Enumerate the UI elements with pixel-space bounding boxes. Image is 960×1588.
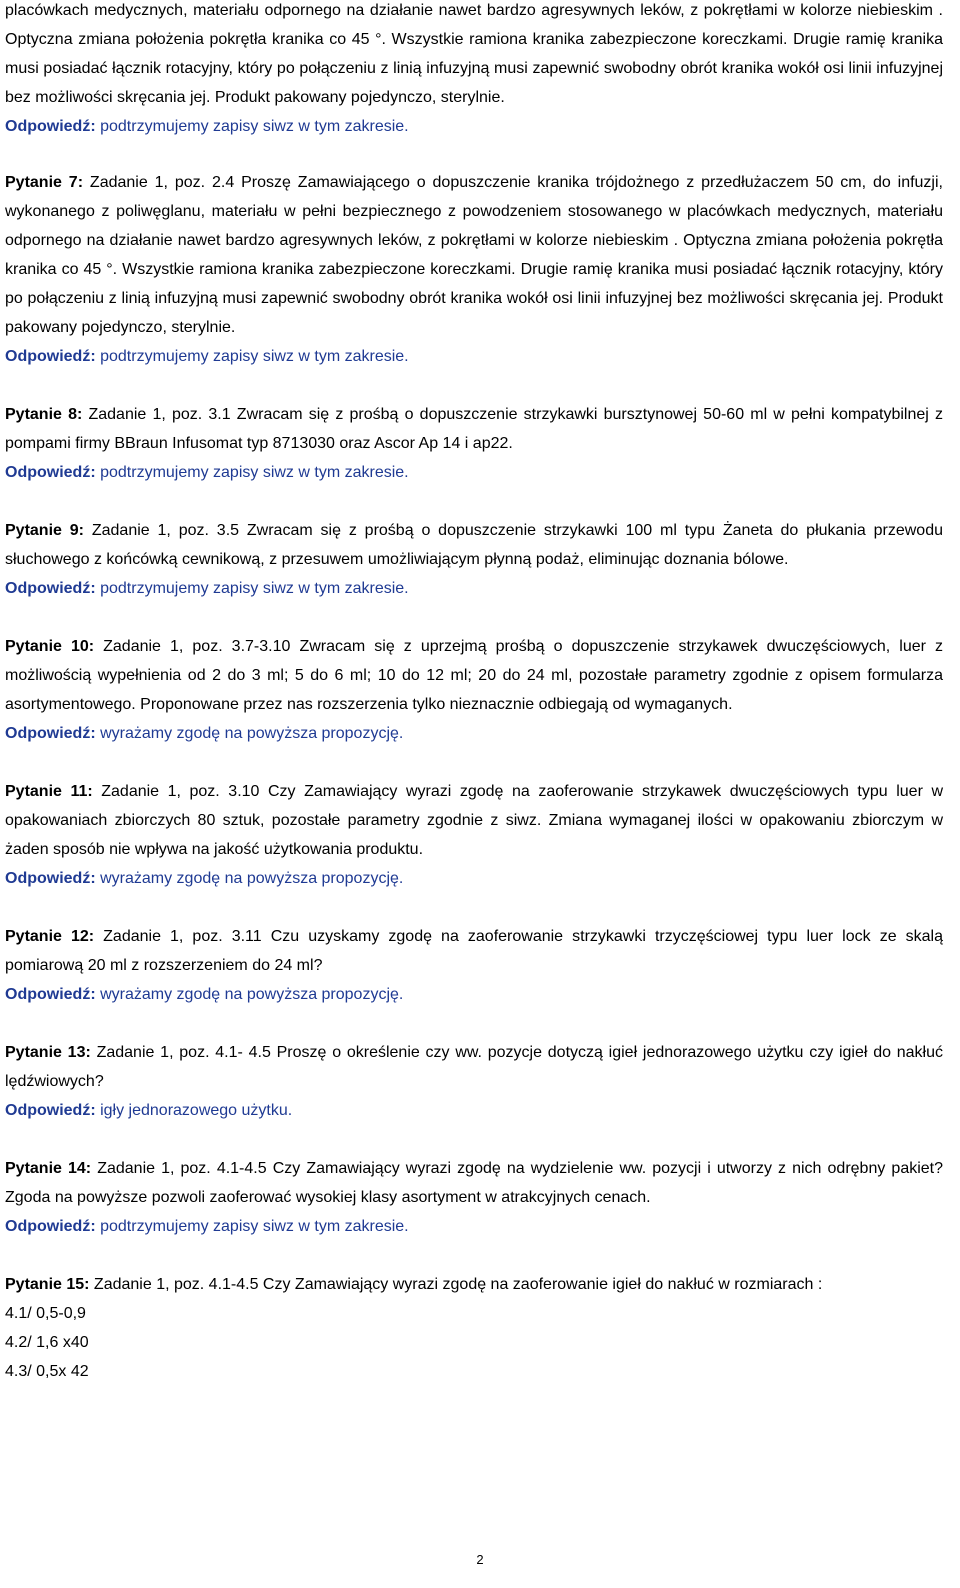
answer-label: Odpowiedź: [5, 464, 96, 481]
answer-text: podtrzymujemy zapisy siwz w tym zakresie. [95, 580, 409, 597]
question-block-7 [5, 168, 943, 371]
question-block-12 [5, 922, 943, 1009]
answer-text: wyrażamy zgodę na powyższa propozycję. [95, 986, 404, 1003]
answer-text: podtrzymujemy zapisy siwz w tym zakresie. [95, 464, 409, 481]
question-label: Pytanie 14: [5, 1160, 92, 1177]
question-text [5, 1038, 943, 1096]
questions-section [5, 168, 943, 1386]
size-list-item: 4.3/ 0,5x 42 [5, 1363, 89, 1380]
answer-label: Odpowiedź: [5, 725, 96, 742]
answer-text: wyrażamy zgodę na powyższa propozycję. [95, 725, 404, 742]
question-text [5, 777, 943, 864]
question-body: Zadanie 1, poz. 3.7-3.10 Zwracam się z uprzejmą prośbą o dopuszczenie strzykawek dwuczęściowych, luer z możliwością wypełnienia od 2 do 3 ml; 5 do 6 ml; 10 do 12 ml; 20 do 24 ml, pozostałe parametry zgodnie z opisem formularza asortymentowego. Proponowane przez nas rozszerzenia tylko nieznacznie odbiegają od wymaganych. [5, 638, 944, 713]
question-answer [5, 719, 943, 748]
question-block-13 [5, 1038, 943, 1125]
answer-label: Odpowiedź: [5, 1102, 96, 1119]
intro-section [5, 0, 943, 141]
question-answer [5, 342, 943, 371]
answer-text: igły jednorazowego użytku. [95, 1102, 293, 1119]
question-text [5, 516, 943, 574]
intro-paragraph: placówkach medycznych, materiału odpornego na działanie nawet bardzo agresywnych leków, z pokrętłami w kolorze niebieskim . Optyczna zmiana położenia pokrętła kranika co 45 °. Wszystkie ramiona kranika zabezpieczone koreczkami. Drugie ramię kranika musi posiadać łącznik rotacyjny, który po połączeniu z linią infuzyjną musi zapewnić swobodny obrót kranika wokół osi linii infuzyjnej bez możliwości skręcania jej. Produkt pakowany pojedynczo, sterylnie. [5, 2, 943, 106]
question-block-11 [5, 777, 943, 893]
question-label: Pytanie 11: [5, 783, 93, 800]
question-body: Zadanie 1, poz. 3.5 Zwracam się z prośbą o dopuszczenie strzykawki 100 ml typu Żaneta do płukania przewodu słuchowego z końcówką cewnikową, z przesuwem umożliwiającym płynną podaż, eliminując doznania bólowe. [5, 522, 944, 568]
question-text [5, 400, 943, 458]
answer-text: podtrzymujemy zapisy siwz w tym zakresie. [95, 348, 409, 365]
question-text [5, 1154, 943, 1212]
question-answer [5, 864, 943, 893]
intro-answer [5, 112, 943, 141]
question-label: Pytanie 7: [5, 174, 84, 191]
question-label: Pytanie 8: [5, 406, 83, 423]
question-text [5, 1270, 943, 1299]
answer-label: Odpowiedź: [5, 1218, 96, 1235]
question-text [5, 168, 943, 342]
question-answer [5, 980, 943, 1009]
question-label: Pytanie 15: [5, 1276, 90, 1293]
question-body: Zadanie 1, poz. 4.1- 4.5 Proszę o określenie czy ww. pozycje dotyczą igieł jednorazowego użytku czy igieł do nakłuć lędźwiowych? [5, 1044, 943, 1090]
question-label: Pytanie 10: [5, 638, 95, 655]
question-answer [5, 574, 943, 603]
answer-text: podtrzymujemy zapisy siwz w tym zakresie. [95, 118, 409, 135]
question-block-10 [5, 632, 943, 748]
question-body: Zadanie 1, poz. 4.1-4.5 Czy Zamawiający wyrazi zgodę na zaoferowanie igieł do nakłuć w rozmiarach : [89, 1276, 823, 1293]
question-label: Pytanie 13: [5, 1044, 91, 1061]
question-answer [5, 1096, 943, 1125]
page-number: 2 [476, 1552, 484, 1567]
question-body: Zadanie 1, poz. 2.4 Proszę Zamawiającego o dopuszczenie kranika trójdożnego z przedłużaczem 50 cm, do infuzji, wykonanego z poliwęglanu, materiału w pełni bezpiecznego z powodzeniem stosowanego w placówkach medycznych, materiału odpornego na działanie nawet bardzo agresywnych leków, z pokrętłami w kolorze niebieskim . Optyczna zmiana położenia pokrętła kranika co 45 °. Wszystkie ramiona kranika zabezpieczone koreczkami. Drugie ramię kranika musi posiadać łącznik rotacyjny, który po połączeniu z linią infuzyjną musi zapewnić swobodny obrót kranika wokół osi linii infuzyjnej bez możliwości skręcania jej. Produkt pakowany pojedynczo, sterylnie. [5, 174, 943, 336]
answer-label: Odpowiedź: [5, 348, 96, 365]
answer-text: podtrzymujemy zapisy siwz w tym zakresie. [95, 1218, 409, 1235]
answer-label: Odpowiedź: [5, 986, 96, 1003]
question-body: Zadanie 1, poz. 4.1-4.5 Czy Zamawiający wyrazi zgodę na wydzielenie ww. pozycji i utworzy z nich odrębny pakiet? Zgoda na powyższe pozwoli zaoferować wysokiej klasy asortyment w atrakcyjnych cenach. [5, 1160, 944, 1206]
question-answer [5, 458, 943, 487]
question-body: Zadanie 1, poz. 3.10 Czy Zamawiający wyrazi zgodę na zaoferowanie strzykawek dwuczęściowych typu luer w opakowaniach zbiorczych 80 sztuk, pozostałe parametry zgodnie z siwz. Zmiana wymaganej ilości w opakowaniu zbiorczym w żaden sposób nie wpływa na jakość użytkowania produktu. [5, 783, 943, 858]
question-label: Pytanie 9: [5, 522, 84, 539]
answer-label: Odpowiedź: [5, 118, 96, 135]
size-list-item: 4.2/ 1,6 x40 [5, 1334, 89, 1351]
answer-text: wyrażamy zgodę na powyższa propozycję. [95, 870, 404, 887]
question-body: Zadanie 1, poz. 3.11 Czu uzyskamy zgodę na zaoferowanie strzykawki trzyczęściowej typu luer lock ze skalą pomiarową 20 ml z rozszerzeniem do 24 ml? [5, 928, 943, 974]
question-block-8 [5, 400, 943, 487]
question-body: Zadanie 1, poz. 3.1 Zwracam się z prośbą o dopuszczenie strzykawki bursztynowej 50-60 ml w pełni kompatybilnej z pompami firmy BBraun Infusomat typ 8713030 oraz Ascor Ap 14 i ap22. [5, 406, 943, 452]
answer-label: Odpowiedź: [5, 580, 96, 597]
question-label: Pytanie 12: [5, 928, 95, 945]
question-answer [5, 1212, 943, 1241]
question-block-14 [5, 1154, 943, 1241]
question-text [5, 922, 943, 980]
question-block-15 [5, 1270, 943, 1386]
question-text [5, 632, 943, 719]
answer-label: Odpowiedź: [5, 870, 96, 887]
size-list-item: 4.1/ 0,5-0,9 [5, 1305, 86, 1322]
question-block-9 [5, 516, 943, 603]
